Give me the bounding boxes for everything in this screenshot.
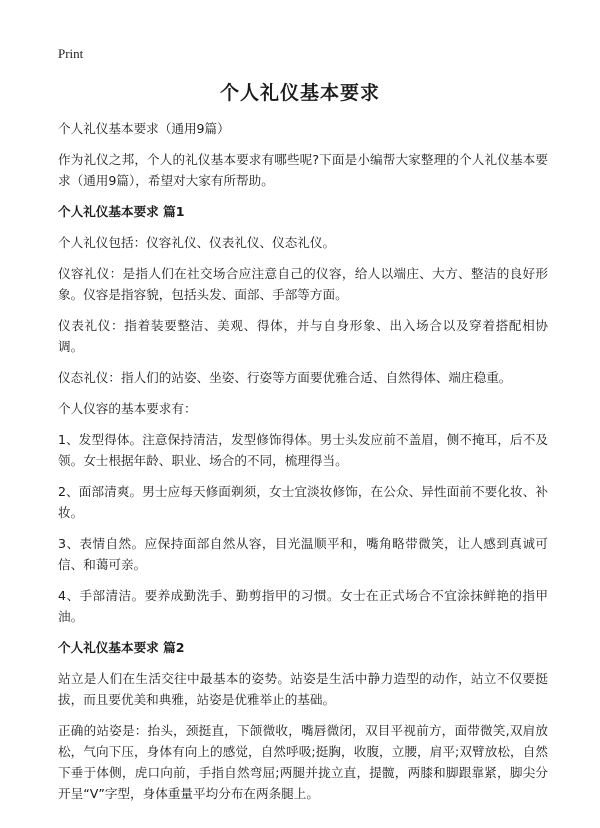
section-heading-2: 个人礼仪基本要求 篇2 bbox=[58, 640, 185, 655]
paragraph: 仪表礼仪：指着装要整洁、美观、得体，并与自身形象、出入场合以及穿着搭配相协调。 bbox=[58, 318, 548, 354]
paragraph: 仪容礼仪：是指人们在社交场合应注意自己的仪容，给人以端庄、大方、整洁的良好形象。仪容是指容貌，包括头发、面部、手部等方面。 bbox=[58, 266, 548, 302]
print-link[interactable]: Print bbox=[58, 46, 84, 61]
page-title: 个人礼仪基本要求 bbox=[219, 82, 380, 104]
article-subtitle: 个人礼仪基本要求（通用9篇） bbox=[58, 121, 230, 136]
paragraph: 仪态礼仪：指人们的站姿、坐姿、行姿等方面要优雅合适、自然得体、端庄稳重。 bbox=[58, 370, 512, 385]
list-item: 2、面部清爽。男士应每天修面剃须，女士宜淡妆修饰，在公众、异性面前不要化妆、补妆。 bbox=[58, 484, 548, 520]
list-item: 1、发型得体。注意保持清洁，发型修饰得体。男士头发应前不盖眉，侧不掩耳，后不及领。女士根据年龄、职业、场合的不同，梳理得当。 bbox=[58, 432, 548, 468]
intro-paragraph: 作为礼仪之邦，个人的礼仪基本要求有哪些呢?下面是小编帮大家整理的个人礼仪基本要求（通用9篇），希望对大家有所帮助。 bbox=[58, 152, 548, 188]
paragraph: 正确的站姿是：抬头，颈挺直，下颌微收，嘴唇微闭，双目平视前方，面带微笑,双肩放松，气向下压，身体有向上的感觉，自然呼吸;挺胸，收腹，立腰，肩平;双臂放松，自然下垂于体侧，虎口向前，手指自然弯屈;两腿并拢立直，提髋，两膝和脚跟靠紧，脚尖分开呈“V”字型，身体重量平均分布在两条腿上。 bbox=[58, 723, 548, 801]
list-item: 4、手部清洁。要养成勤洗手、勤剪指甲的习惯。女士在正式场合不宜涂抹鲜艳的指甲油。 bbox=[58, 588, 548, 624]
list-item: 3、表情自然。应保持面部自然从容，目光温顺平和，嘴角略带微笑，让人感到真诚可信、和蔼可亲。 bbox=[58, 536, 548, 572]
section-heading-1: 个人礼仪基本要求 篇1 bbox=[58, 204, 185, 219]
paragraph: 个人礼仪包括：仪容礼仪、仪表礼仪、仪态礼仪。 bbox=[58, 235, 336, 250]
article-body bbox=[58, 118, 548, 814]
paragraph: 个人仪容的基本要求有： bbox=[58, 401, 197, 416]
paragraph: 站立是人们在生活交往中最基本的姿势。站姿是生活中静力造型的动作，站立不仅要挺拔，而且要优美和典雅，站姿是优雅举止的基础。 bbox=[58, 671, 548, 707]
